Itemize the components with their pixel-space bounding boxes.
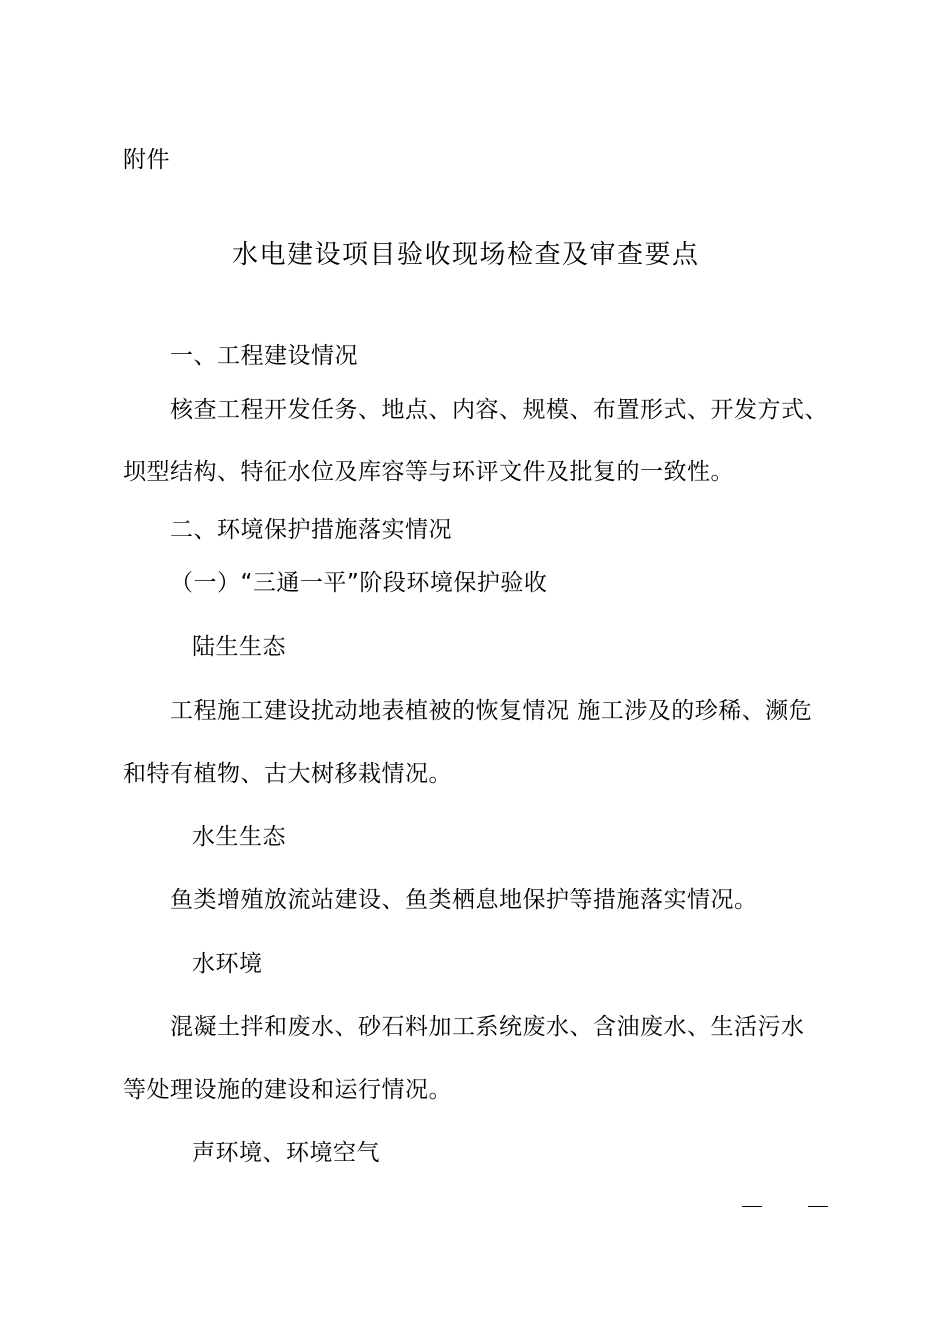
aquatic-ecology-heading: 水生生态 xyxy=(192,824,286,850)
terrestrial-ecology-line-2: 和特有植物、古大树移栽情况。 xyxy=(123,761,452,787)
footer-rule-right xyxy=(808,1206,828,1207)
section-2-heading: 二、环境保护措施落实情况 xyxy=(170,517,452,543)
attachment-label: 附件 xyxy=(123,147,170,173)
aquatic-ecology-line-1: 鱼类增殖放流站建设、鱼类栖息地保护等措施落实情况。 xyxy=(170,887,758,913)
footer-rule-left xyxy=(742,1206,762,1207)
section-1-heading: 一、工程建设情况 xyxy=(170,343,358,369)
section-1-paragraph-line-1: 核查工程开发任务、地点、内容、规模、布置形式、开发方式、 xyxy=(170,397,828,423)
document-title: 水电建设项目验收现场检查及审查要点 xyxy=(232,240,700,270)
section-1-paragraph-line-2: 坝型结构、特征水位及库容等与环评文件及批复的一致性。 xyxy=(123,459,734,485)
terrestrial-ecology-heading: 陆生生态 xyxy=(192,634,286,660)
water-environment-line-2: 等处理设施的建设和运行情况。 xyxy=(123,1077,452,1103)
noise-air-heading: 声环境、环境空气 xyxy=(192,1140,380,1166)
water-environment-heading: 水环境 xyxy=(192,951,263,977)
water-environment-line-1: 混凝土拌和废水、砂石料加工系统废水、含油废水、生活污水 xyxy=(170,1014,805,1040)
section-2-subheading: （一）“三通一平”阶段环境保护验收 xyxy=(170,570,548,596)
terrestrial-ecology-line-1: 工程施工建设扰动地表植被的恢复情况 施工涉及的珍稀、濒危 xyxy=(170,698,813,724)
